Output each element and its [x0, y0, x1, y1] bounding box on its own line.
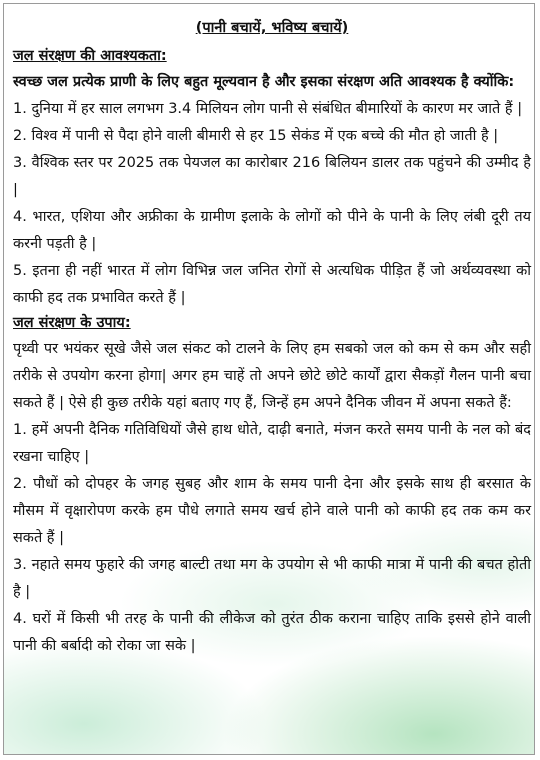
document-content [13, 18, 531, 660]
measures-heading: जल संरक्षण के उपाय: [13, 315, 131, 331]
document-title: (पानी बचायें, भविष्य बचायें) [195, 20, 349, 36]
measures-list [13, 417, 531, 660]
need-item-5: 5. इतना ही नहीं भारत में लोग विभिन्न जल जनित रोगों से अत्यधिक पीड़ित हैं जो अर्थव्यवस्था को काफी हद तक प्रभावित करते हैं | [13, 263, 531, 306]
need-item-4: 4. भारत, एशिया और अफ्रीका के ग्रामीण इलाके के लोगों को पीने के पानी के लिए लंबी दूरी तय करनी पड़ती है | [13, 209, 531, 252]
measures-item-1: 1. हमें अपनी दैनिक गतिविधियों जैसे हाथ धोते, दाढ़ी बनाते, मंजन करते समय पानी के नल को बंद रखना चाहिए | [13, 422, 531, 465]
measures-section [13, 312, 531, 660]
need-item-3: 3. वैश्विक स्तर पर 2025 तक पेयजल का कारोबार 216 बिलियन डालर तक पहुंचने की उम्मीद है | [13, 155, 531, 198]
need-item-2: 2. विश्व में पानी से पैदा होने वाली बीमारी से हर 15 सेकंड में एक बच्चे की मौत हो जाती है | [13, 128, 499, 144]
need-heading: जल संरक्षण की आवश्यकता: [13, 48, 167, 64]
measures-item-3: 3. नहाते समय फुहारे की जगह बाल्टी तथा मग के उपयोग से भी काफी मात्रा में पानी की बचत होती है | [13, 557, 531, 600]
need-lead: स्वच्छ जल प्रत्येक प्राणी के लिए बहुत मूल्यवान है और इसका संरक्षण अति आवश्यक है क्योंकि: [13, 74, 515, 90]
need-item-1: 1. दुनिया में हर साल लगभग 3.4 मिलियन लोग पानी से संबंधित बीमारियों के कारण मर जाते हैं | [13, 101, 523, 117]
measures-item-2: 2. पौधों को दोपहर के जगह सुबह और शाम के समय पानी देना और इसके साथ ही बरसात के मौसम में वृक्षारोपण करके हम पौधे लगाते समय खर्च होने वाले पानी को काफी हद तक कम कर सकते हैं | [13, 476, 531, 546]
document-page [3, 3, 535, 755]
measures-intro: पृथ्वी पर भयंकर सूखे जैसे जल संकट को टालने के लिए हम सबको जल को कम से कम और सही तरीके से उपयोग करना होगा| अगर हम चाहें तो अपने छोटे छोटे कार्यों द्वारा सैकड़ों गैलन पानी बचा सकते हैं | ऐसे ही कुछ तरीके यहां बताए गए हैं, जिन्हें हम अपने दैनिक जीवन में अपना सकते हैं: [13, 341, 531, 411]
need-list [13, 96, 531, 312]
measures-item-4: 4. घरों में किसी भी तरह के पानी की लीकेज को तुरंत ठीक कराना चाहिए ताकि इससे होने वाली पानी की बर्बादी को रोका जा सके | [13, 611, 531, 654]
need-section [13, 45, 531, 312]
